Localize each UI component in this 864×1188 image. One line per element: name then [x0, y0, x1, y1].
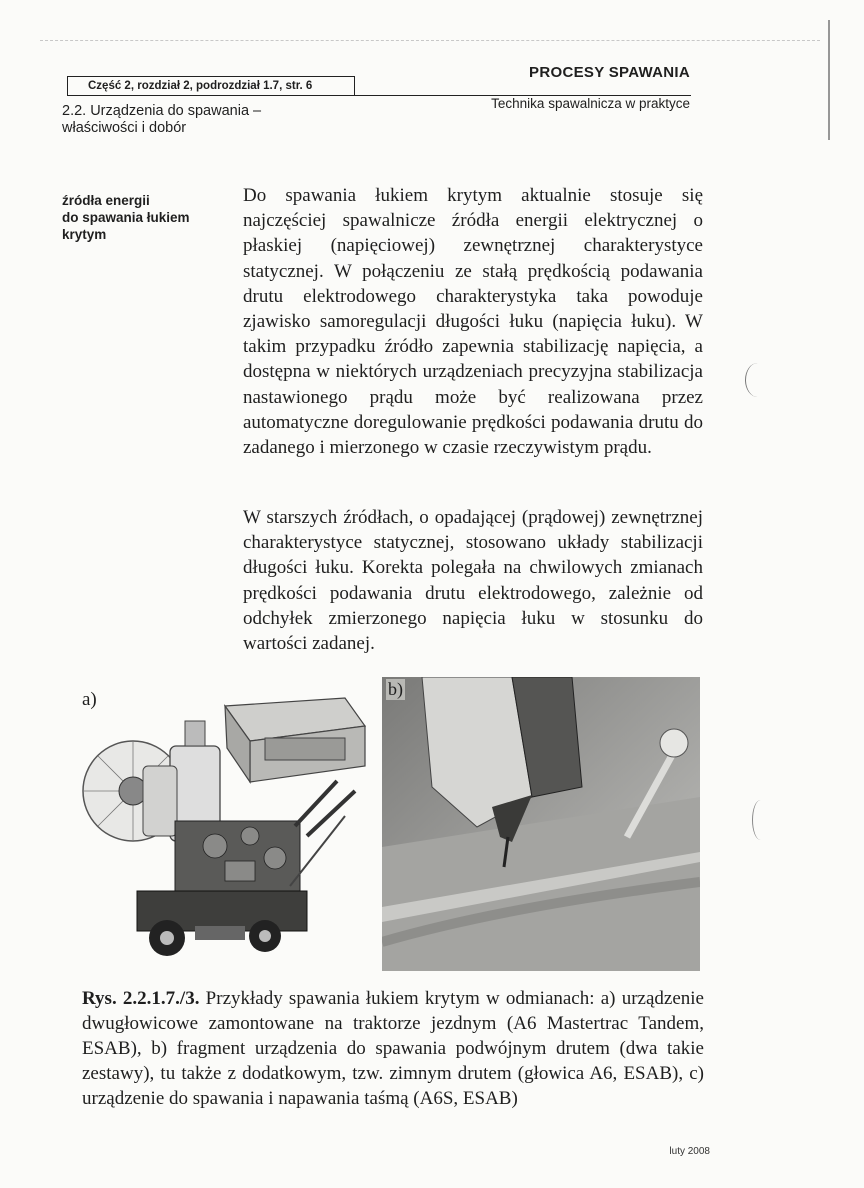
scan-artifact-mark [745, 363, 770, 397]
book-subtitle: Technika spawalnicza w praktyce [491, 96, 690, 111]
figure-b-welding-photo [382, 677, 700, 971]
figure-label-b: b) [388, 679, 403, 699]
scan-artifact-top [40, 40, 820, 41]
paragraph-1: Do spawania łukiem krytym aktualnie stosuje się najczęściej spawalnicze źródła energii elektrycznej o płaskiej (napięciowej) zewnętrznej charakterystyce statycznej. W połączeniu ze stałą prędkością podawania drutu elektrodowego charakterystyka taka powoduje zjawisko samoregulacji długości łuku (napięcia łuku). W takim przypadku źródło zapewnia stabilizację napięcia, a dostępna w niektórych urządzeniach precyzyjna stabilizacja nastawionego prądu może być realizowana przez automatyczne doregulowanie prędkości podawania drutu do zadanego i mierzonego w czasie rzeczywistym prądu. [243, 185, 703, 459]
caption-text: Przykłady spawania łukiem krytym w odmianach: a) urządzenie dwugłowicowe zamontowane na traktorze jezdnym (A6 Mastertrac Tandem, ESAB), b) fragment urządzenia do spawania podwójnym drutem (dwa takie zestawy), tu także z dodatkowym, tzw. zimnym drutem (głowica A6, ESAB), c) urządzenie do spawania i napawania taśmą (A6S, ESAB) [82, 988, 704, 1109]
figure-caption [82, 986, 704, 1111]
book-title: PROCESY SPAWANIA [529, 64, 690, 81]
figure-label-a: a) [82, 689, 97, 710]
figure-a-tractor-photo [75, 686, 375, 976]
paragraph-2: W starszych źródłach, o opadającej (prądowej) zewnętrznej charakterystyce statycznej, stosowano układy stabilizacji długości łuku. Korekta polegała na chwilowych zmianach prędkości podawania drutu elektrodowego, zależnie od odchyłek zmierzonego napięcia łuku w stosunku do wartości zadanej. [243, 507, 703, 655]
scan-artifact-edge [828, 20, 830, 140]
section-title: 2.2. Urządzenia do spawania – właściwości i dobór [62, 103, 262, 136]
caption-number: Rys. 2.2.1.7./3. [82, 988, 200, 1009]
margin-note: źródła energii do spawania łukiem krytym [62, 193, 190, 242]
figure-b-drawing [382, 677, 700, 971]
chapter-reference: Część 2, rozdział 2, podrozdział 1.7, str. 6 [67, 76, 355, 96]
scan-artifact-mark [752, 800, 769, 840]
footer-date: luty 2008 [669, 1146, 710, 1157]
